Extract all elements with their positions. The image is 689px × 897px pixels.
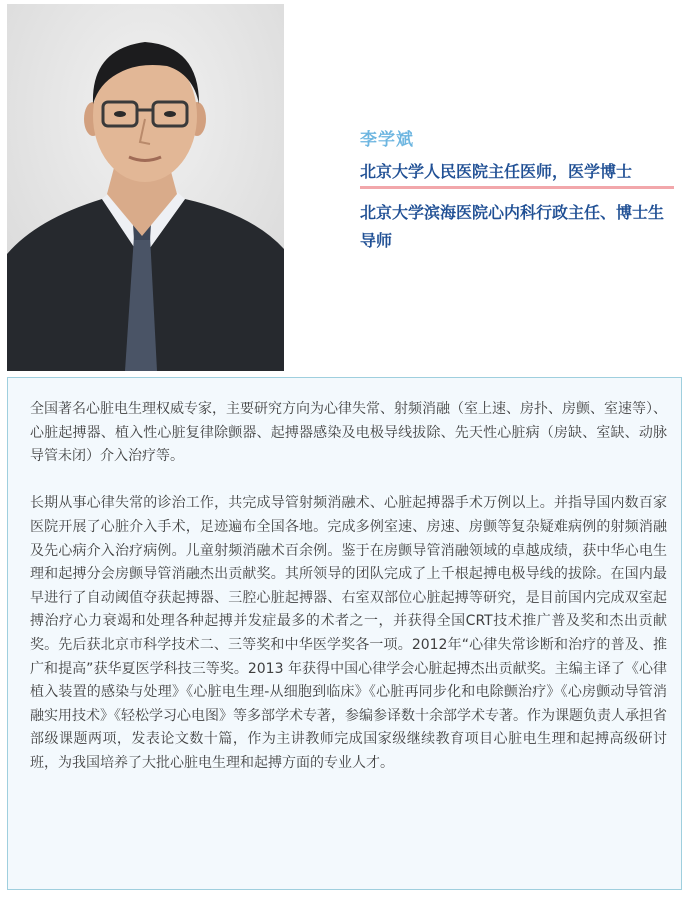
- profile-info: [360, 128, 678, 255]
- portrait-photo: [7, 4, 284, 371]
- secondary-title: 北京大学滨海医院心内科行政主任、博士生导师: [360, 203, 665, 250]
- primary-title: 北京大学人民医院主任医师，医学博士: [360, 160, 674, 189]
- biography-box: [7, 377, 682, 890]
- bio-paragraph-1: 全国著名心脏电生理权威专家，主要研究方向为心律失常、射频消融（室上速、房扑、房颤、室速等）、心脏起搏器、植入性心脏复律除颤器、起搏器感染及电极导线拔除、先天性心脏病（房缺、室缺、动脉导管未闭）介入治疗等。: [30, 401, 667, 465]
- person-name: 李学斌: [360, 130, 414, 150]
- bio-paragraph-2: 长期从事心律失常的诊治工作，共完成导管射频消融术、心脏起搏器手术万例以上。并指导国内数百家医院开展了心脏介入手术，足迹遍布全国各地。完成多例室速、房速、房颤等复杂疑难病例的射频消融及先心病介入治疗病例。儿童射频消融术百余例。鉴于在房颤导管消融领域的卓越成绩，获中华心电生理和起搏分会房颤导管消融杰出贡献奖。其所领导的团队完成了上千根起搏电极导线的拔除。在国内最早进行了自动阈值夺获起搏器、三腔心脏起搏器、右室双部位心脏起搏等研究，是目前国内完成双室起搏治疗心力衰竭和处理各种起搏并发症最多的术者之一，并获得全国CRT技术推广普及奖和杰出贡献奖。先后获北京市科学技术二、三等奖和中华医学奖各一项。2012年“心律失常诊断和治疗的普及、推广和提高”获华夏医学科技三等奖。2013 年获得中国心律学会心脏起搏杰出贡献奖。主编主译了《心律植入装置的感染与处理》《心脏电生理-从细胞到临床》《心脏再同步化和电除颤治疗》《心房颤动导管消融实用技术》《轻松学习心电图》等多部学术专著，参编参译数十余部学术专著。作为课题负责人承担省部级课题两项，发表论文数十篇，作为主讲教师完成国家级继续教育项目心脏电生理和起搏高级研讨班，为我国培养了大批心脏电生理和起搏方面的专业人才。: [30, 495, 667, 771]
